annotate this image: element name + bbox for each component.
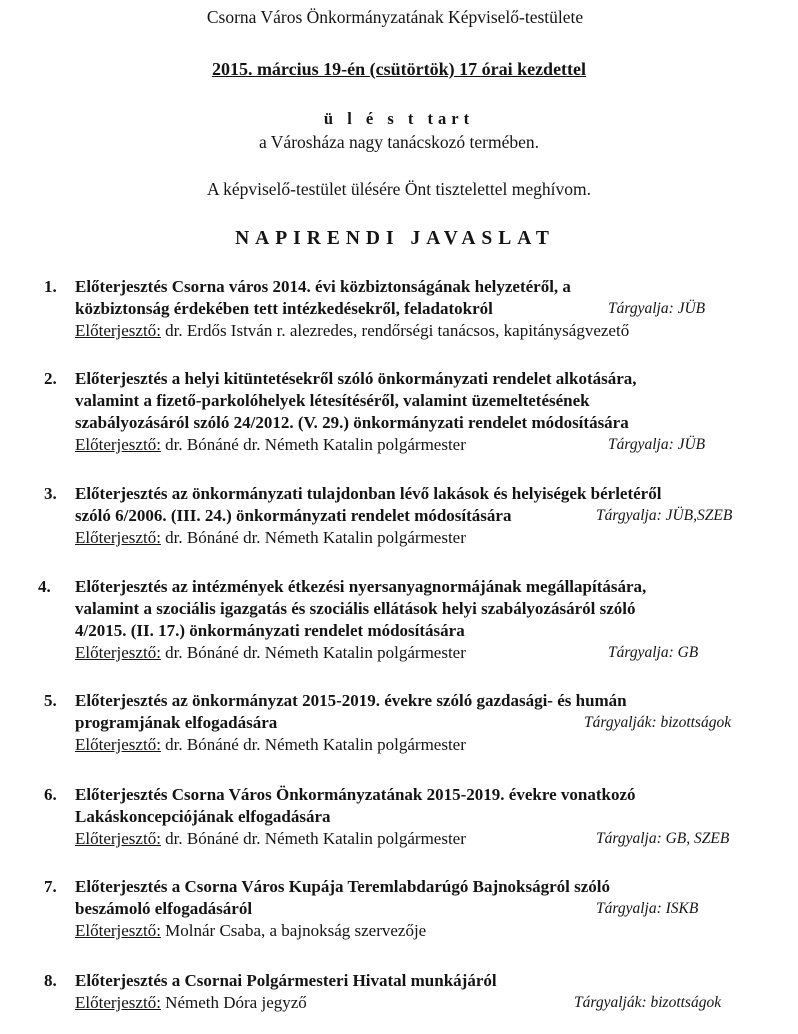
discussed-by: Tárgyalja: GB, SZEB — [596, 830, 730, 847]
session-announcement: ü l é s t tart — [323, 109, 475, 128]
agenda-item-number: 6. — [44, 785, 57, 804]
discussed-by: Tárgyalja: ISKB — [596, 900, 699, 917]
agenda-item-title-line: Előterjesztés a helyi kitüntetésekről szóló önkormányzati rendelet alkotására, — [75, 369, 637, 388]
agenda-item-title-line: 4/2015. (II. 17.) önkormányzati rendelet módosítására — [75, 621, 465, 640]
presenter-line — [75, 642, 466, 664]
presenter-label: Előterjesztő: — [75, 921, 161, 940]
presenter-line — [75, 920, 426, 942]
presenter-name: dr. Erdős István r. alezredes, rendőrségi tanácsos, kapitányságvezető — [165, 321, 630, 340]
organization-name: Csorna Város Önkormányzatának Képviselő-testülete — [206, 7, 584, 27]
agenda-item-title-line: Előterjesztés az intézmények étkezési nyersanyagnormájának megállapítására, — [75, 577, 647, 596]
agenda-item-title-line: Lakáskoncepciójának elfogadására — [75, 807, 331, 826]
presenter-line — [75, 992, 307, 1014]
agenda-item-number: 5. — [44, 691, 57, 710]
agenda-item-title-line: Előterjesztés Csorna város 2014. évi közbiztonságának helyzetéről, a — [75, 277, 571, 296]
presenter-label: Előterjesztő: — [75, 435, 161, 454]
discussed-by: Tárgyalja: JÜB,SZEB — [596, 507, 733, 524]
meeting-venue: a Városháza nagy tanácskozó termében. — [258, 132, 540, 152]
agenda-item-title-line: Előterjesztés az önkormányzat 2015-2019. évekre szóló gazdasági- és humán — [75, 691, 627, 710]
meeting-date: 2015. március 19-én (csütörtök) 17 órai kezdettel — [211, 59, 587, 79]
agenda-item-title-line: Előterjesztés Csorna Város Önkormányzatának 2015-2019. évekre vonatkozó — [75, 785, 636, 804]
discussed-by: Tárgyalja: JÜB — [608, 300, 706, 317]
agenda-item-number: 7. — [44, 877, 57, 896]
presenter-line — [75, 320, 629, 342]
presenter-line — [75, 828, 466, 850]
presenter-name: dr. Bónáné dr. Németh Katalin polgármester — [165, 829, 466, 848]
agenda-item-title-line: Előterjesztés a Csornai Polgármesteri Hivatal munkájáról — [75, 971, 497, 990]
discussed-by: Tárgyalja: GB — [608, 644, 699, 661]
agenda-item-title-line: Előterjesztés az önkormányzati tulajdonban lévő lakások és helyiségek bérletéről — [75, 484, 662, 503]
agenda-item-title-line: valamint a fizető-parkolóhelyek létesítéséről, valamint üzemeltetésének — [75, 391, 590, 410]
presenter-name: dr. Bónáné dr. Németh Katalin polgármester — [165, 735, 466, 754]
agenda-title: NAPIRENDI JAVASLAT — [235, 228, 555, 249]
discussed-by: Tárgyalják: bizottságok — [574, 994, 722, 1011]
agenda-item-title-line: Előterjesztés a Csorna Város Kupája Teremlabdarúgó Bajnokságról szóló — [75, 877, 611, 896]
presenter-name: dr. Bónáné dr. Németh Katalin polgármester — [165, 528, 466, 547]
agenda-item-title-line: szabályozásáról szóló 24/2012. (V. 29.) önkormányzati rendelet módosítására — [75, 413, 629, 432]
discussed-by: Tárgyalják: bizottságok — [584, 714, 732, 731]
agenda-item-title-line: beszámoló elfogadásáról — [75, 899, 253, 918]
presenter-label: Előterjesztő: — [75, 321, 161, 340]
agenda-item-title-line: közbiztonság érdekében tett intézkedésekről, feladatokról — [75, 299, 493, 318]
presenter-line — [75, 434, 466, 456]
agenda-item-number: 2. — [44, 369, 57, 388]
agenda-item-number: 8. — [44, 971, 57, 990]
presenter-name: Németh Dóra jegyző — [165, 993, 307, 1012]
presenter-label: Előterjesztő: — [75, 735, 161, 754]
presenter-label: Előterjesztő: — [75, 993, 161, 1012]
agenda-item-number: 1. — [44, 277, 57, 296]
presenter-label: Előterjesztő: — [75, 643, 161, 662]
presenter-label: Előterjesztő: — [75, 829, 161, 848]
presenter-line — [75, 527, 466, 549]
presenter-name: dr. Bónáné dr. Németh Katalin polgármester — [165, 643, 466, 662]
presenter-name: Molnár Csaba, a bajnokság szervezője — [165, 921, 427, 940]
presenter-label: Előterjesztő: — [75, 528, 161, 547]
agenda-item-title-line: szóló 6/2006. (III. 24.) önkormányzati rendelet módosítására — [75, 506, 512, 525]
invitation-text: A képviselő-testület ülésére Önt tisztelettel meghívom. — [207, 179, 591, 199]
agenda-item-title-line: valamint a szociális igazgatás és szociális ellátások helyi szabályozásáról szóló — [75, 599, 636, 618]
discussed-by: Tárgyalja: JÜB — [608, 436, 706, 453]
presenter-line — [75, 734, 466, 756]
agenda-item-number: 4. — [38, 577, 51, 596]
agenda-item-title-line: programjának elfogadására — [75, 713, 278, 732]
presenter-name: dr. Bónáné dr. Németh Katalin polgármester — [165, 435, 466, 454]
agenda-item-number: 3. — [44, 484, 57, 503]
